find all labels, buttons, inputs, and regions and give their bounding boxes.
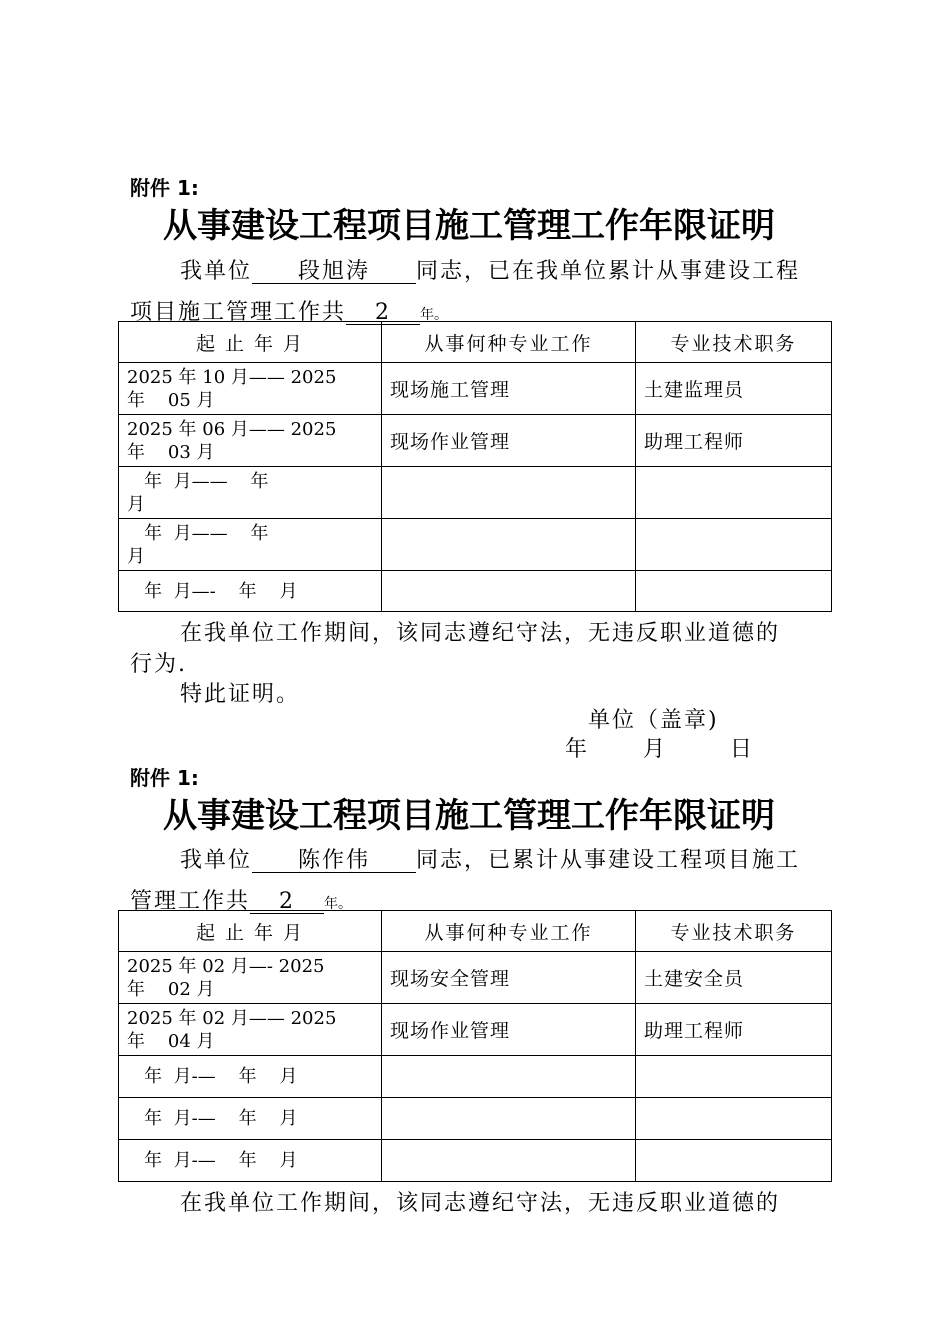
statement-prefix: 项目施工管理工作共 [130,300,347,325]
tech-title-cell [636,1098,832,1140]
table-row [119,571,832,612]
seal-label: 单位（盖章) [588,708,719,733]
header-period: 起 止 年 月 [119,322,382,363]
statement-line-1 [180,254,800,285]
work-history-table [118,321,832,612]
period-cell: 2025 年 06 月—— 2025 年 03 月 [119,415,382,467]
work-type-cell [382,1056,636,1098]
header-work-type: 从事何种专业工作 [382,322,636,363]
attachment-label: 附件 1: [130,176,199,200]
work-type-cell [382,467,636,519]
table-header-row [119,911,832,952]
work-type-cell [382,1140,636,1182]
table-row [119,1004,832,1056]
year-unit: 年。 [324,896,353,912]
statement-line-1 [180,843,800,874]
work-type-cell: 现场施工管理 [382,363,636,415]
tech-title-cell [636,519,832,571]
period-cell: 年 月—— 年 月 [119,519,382,571]
tech-title-cell [636,1056,832,1098]
header-period: 起 止 年 月 [119,911,382,952]
table-header-row [119,322,832,363]
header-work-type: 从事何种专业工作 [382,911,636,952]
period-cell: 2025 年 02 月—- 2025 年 02 月 [119,952,382,1004]
period-cell: 2025 年 02 月—— 2025 年 04 月 [119,1004,382,1056]
header-tech-title: 专业技术职务 [636,911,832,952]
conduct-statement-cont: 行为. [130,652,187,677]
tech-title-cell [636,1140,832,1182]
period-cell: 2025 年 10 月—— 2025 年 05 月 [119,363,382,415]
work-history-table [118,910,832,1182]
period-cell: 年 月—— 年 月 [119,467,382,519]
tech-title-cell: 助理工程师 [636,1004,832,1056]
period-cell: 年 月—- 年 月 [119,571,382,612]
statement-prefix: 管理工作共 [130,889,251,914]
work-type-cell: 现场作业管理 [382,415,636,467]
years-value: 2 [250,890,324,914]
table-row [119,363,832,415]
header-tech-title: 专业技术职务 [636,322,832,363]
certificate-title: 从事建设工程项目施工管理工作年限证明 [163,796,775,836]
table-row [119,1140,832,1182]
statement-suffix: 同志，已在我单位累计从事建设工程 [416,259,801,284]
table-row [119,1098,832,1140]
tech-title-cell: 助理工程师 [636,415,832,467]
tech-title-cell [636,571,832,612]
work-type-cell: 现场安全管理 [382,952,636,1004]
table-row [119,952,832,1004]
tech-title-cell [636,467,832,519]
period-cell: 年 月-— 年 月 [119,1098,382,1140]
certificate-title: 从事建设工程项目施工管理工作年限证明 [163,206,775,246]
work-type-cell [382,519,636,571]
date-line: 年 月 日 [565,737,754,762]
employee-name: 陈作伟 [252,849,416,873]
employee-name: 段旭涛 [252,260,416,284]
tech-title-cell: 土建安全员 [636,952,832,1004]
statement-prefix: 我单位 [180,848,253,873]
year-unit: 年。 [420,307,449,323]
table-row [119,1056,832,1098]
tech-title-cell: 土建监理员 [636,363,832,415]
work-type-cell [382,1098,636,1140]
table-row [119,415,832,467]
conduct-statement: 在我单位工作期间，该同志遵纪守法，无违反职业道德的 [180,621,781,646]
statement-prefix: 我单位 [180,259,253,284]
table-row [119,467,832,519]
table-row [119,519,832,571]
conduct-statement: 在我单位工作期间，该同志遵纪守法，无违反职业道德的 [180,1191,781,1216]
hereby-certify: 特此证明。 [180,682,301,707]
work-type-cell: 现场作业管理 [382,1004,636,1056]
work-type-cell [382,571,636,612]
period-cell: 年 月-— 年 月 [119,1056,382,1098]
years-value: 2 [346,301,420,325]
period-cell: 年 月-— 年 月 [119,1140,382,1182]
attachment-label: 附件 1: [130,766,199,790]
statement-suffix: 同志，已累计从事建设工程项目施工 [416,848,801,873]
